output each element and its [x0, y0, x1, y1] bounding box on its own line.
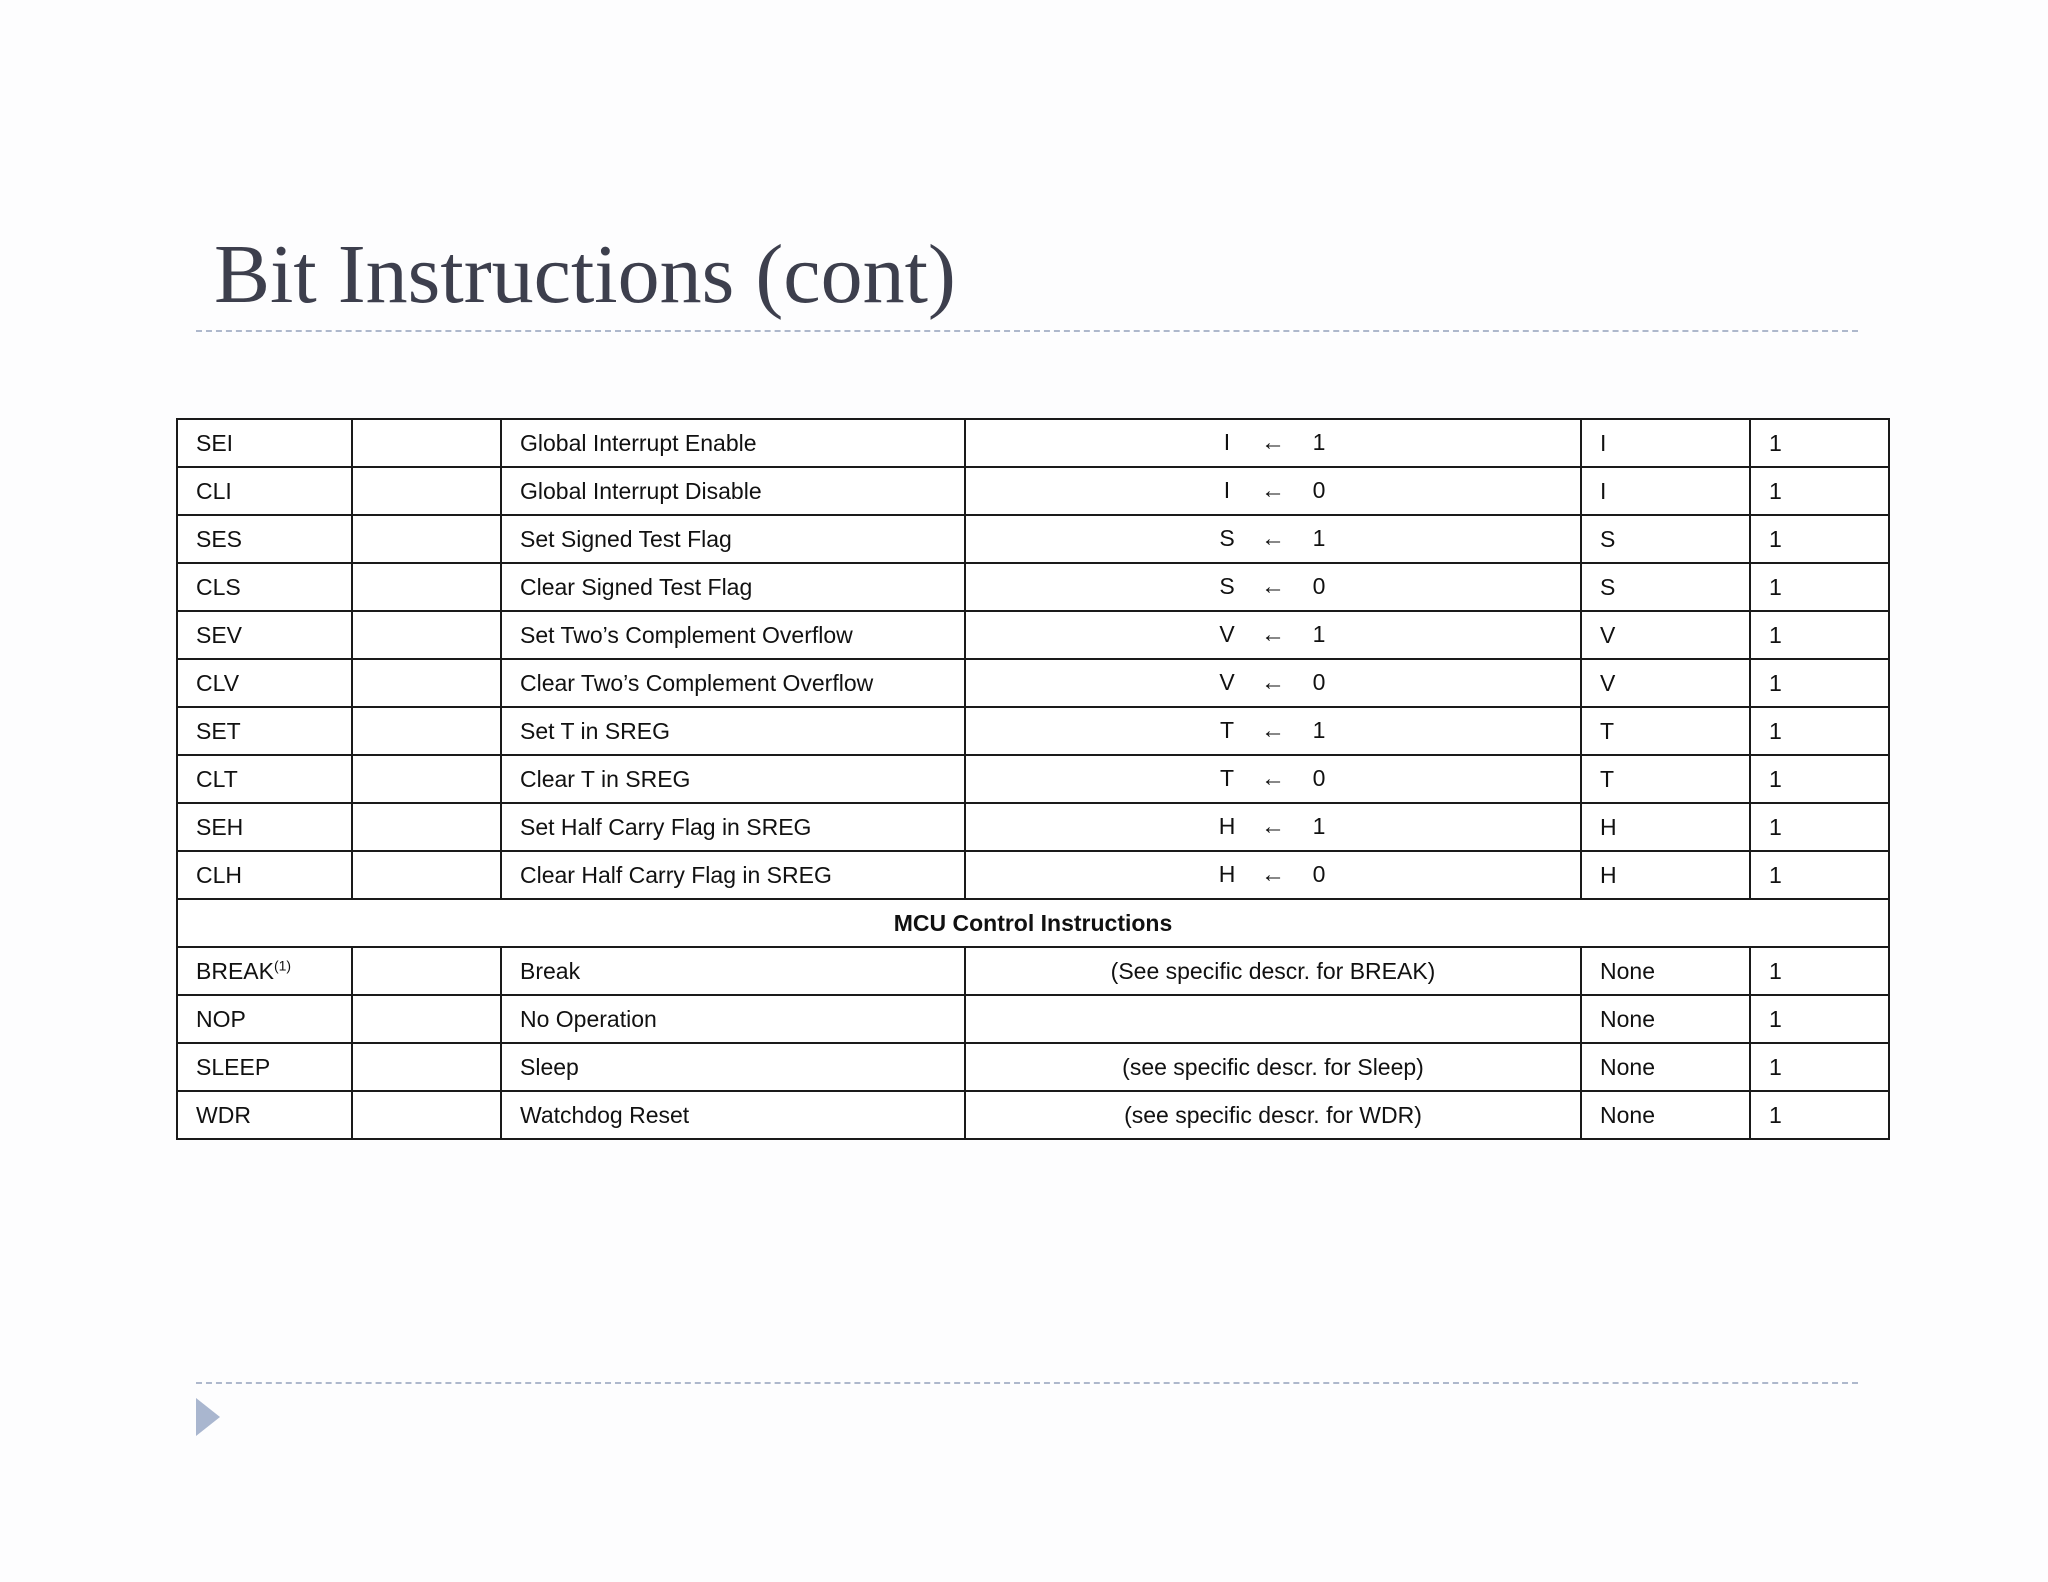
mnemonic-cell: SEH [177, 803, 352, 851]
table-row [177, 1091, 1889, 1139]
clocks-cell: 1 [1750, 755, 1889, 803]
mnemonic-cell: CLV [177, 659, 352, 707]
operation-cell [965, 419, 1581, 467]
clocks-cell: 1 [1750, 419, 1889, 467]
operation-cell [965, 563, 1581, 611]
flags-cell: None [1581, 995, 1750, 1043]
table-row [177, 803, 1889, 851]
operation-cell [965, 611, 1581, 659]
table-row [177, 707, 1889, 755]
description-cell: Clear Half Carry Flag in SREG [501, 851, 965, 899]
flags-cell: V [1581, 659, 1750, 707]
flags-cell: I [1581, 467, 1750, 515]
operation-value: 0 [1312, 765, 1326, 791]
operands-cell [352, 803, 501, 851]
left-arrow-icon: ← [1261, 525, 1285, 552]
operation-cell [965, 803, 1581, 851]
operands-cell [352, 707, 501, 755]
operation-value: 0 [1312, 573, 1326, 599]
operation-value: 1 [1312, 621, 1326, 647]
clocks-cell: 1 [1750, 1091, 1889, 1139]
table-row [177, 611, 1889, 659]
description-cell: No Operation [501, 995, 965, 1043]
description-cell: Set T in SREG [501, 707, 965, 755]
description-cell: Set Signed Test Flag [501, 515, 965, 563]
operation-value: 1 [1312, 813, 1326, 839]
clocks-cell: 1 [1750, 467, 1889, 515]
description-cell: Sleep [501, 1043, 965, 1091]
operands-cell [352, 467, 501, 515]
mnemonic-cell: SET [177, 707, 352, 755]
left-arrow-icon: ← [1261, 573, 1285, 600]
description-cell: Set Half Carry Flag in SREG [501, 803, 965, 851]
table-row [177, 563, 1889, 611]
operation-value: 0 [1312, 669, 1326, 695]
mnemonic-cell: SES [177, 515, 352, 563]
flags-cell: I [1581, 419, 1750, 467]
description-cell: Global Interrupt Enable [501, 419, 965, 467]
description-cell: Clear T in SREG [501, 755, 965, 803]
table-row [177, 1043, 1889, 1091]
flags-cell: H [1581, 851, 1750, 899]
instruction-table [176, 418, 1890, 1140]
clocks-cell: 1 [1750, 1043, 1889, 1091]
section-header: MCU Control Instructions [177, 899, 1889, 947]
operation-cell [965, 515, 1581, 563]
mnemonic-cell: CLS [177, 563, 352, 611]
operands-cell [352, 515, 501, 563]
flags-cell: T [1581, 755, 1750, 803]
table-row [177, 515, 1889, 563]
operands-cell [352, 419, 501, 467]
operands-cell [352, 659, 501, 707]
clocks-cell: 1 [1750, 707, 1889, 755]
operation-cell: (see specific descr. for Sleep) [965, 1043, 1581, 1091]
flags-cell: H [1581, 803, 1750, 851]
table-row [177, 851, 1889, 899]
operation-cell [965, 995, 1581, 1043]
clocks-cell: 1 [1750, 563, 1889, 611]
operation-flag: T [1219, 765, 1235, 791]
flags-cell: S [1581, 515, 1750, 563]
table-row [177, 659, 1889, 707]
operation-cell [965, 467, 1581, 515]
title-divider [196, 330, 1858, 332]
operation-flag: S [1219, 525, 1235, 551]
operands-cell [352, 563, 501, 611]
table-row [177, 947, 1889, 995]
mnemonic-cell: CLT [177, 755, 352, 803]
clocks-cell: 1 [1750, 851, 1889, 899]
footer-divider [196, 1382, 1858, 1384]
left-arrow-icon: ← [1261, 765, 1285, 792]
flags-cell: None [1581, 1043, 1750, 1091]
flags-cell: S [1581, 563, 1750, 611]
operation-value: 0 [1312, 861, 1326, 887]
clocks-cell: 1 [1750, 947, 1889, 995]
table-row [177, 419, 1889, 467]
mnemonic-cell: WDR [177, 1091, 352, 1139]
mnemonic-text: BREAK [196, 957, 274, 984]
mnemonic-cell: NOP [177, 995, 352, 1043]
operation-cell: (See specific descr. for BREAK) [965, 947, 1581, 995]
play-triangle-icon [196, 1398, 220, 1436]
operation-cell [965, 707, 1581, 755]
description-cell: Global Interrupt Disable [501, 467, 965, 515]
footnote-marker: (1) [273, 956, 292, 973]
operands-cell [352, 947, 501, 995]
operands-cell [352, 995, 501, 1043]
operation-flag: H [1218, 861, 1236, 887]
description-cell: Clear Signed Test Flag [501, 563, 965, 611]
table-row [177, 995, 1889, 1043]
operation-flag: I [1223, 477, 1231, 503]
mnemonic-cell: SEV [177, 611, 352, 659]
operation-flag: V [1219, 621, 1235, 647]
mnemonic-cell: CLI [177, 467, 352, 515]
flags-cell: T [1581, 707, 1750, 755]
description-cell: Break [501, 947, 965, 995]
operation-value: 0 [1312, 477, 1326, 503]
operation-flag: H [1218, 813, 1236, 839]
flags-cell: V [1581, 611, 1750, 659]
left-arrow-icon: ← [1261, 429, 1285, 456]
operation-flag: S [1219, 573, 1235, 599]
description-cell: Watchdog Reset [501, 1091, 965, 1139]
clocks-cell: 1 [1750, 995, 1889, 1043]
operation-flag: V [1219, 669, 1235, 695]
flags-cell: None [1581, 947, 1750, 995]
operation-value: 1 [1312, 717, 1326, 743]
description-cell: Set Two’s Complement Overflow [501, 611, 965, 659]
slide-title: Bit Instructions (cont) [214, 228, 956, 321]
mnemonic-cell: SEI [177, 419, 352, 467]
mnemonic-cell: SLEEP [177, 1043, 352, 1091]
operation-value: 1 [1312, 429, 1326, 455]
left-arrow-icon: ← [1261, 621, 1285, 648]
operation-cell [965, 851, 1581, 899]
clocks-cell: 1 [1750, 659, 1889, 707]
operation-cell: (see specific descr. for WDR) [965, 1091, 1581, 1139]
operands-cell [352, 851, 501, 899]
left-arrow-icon: ← [1261, 669, 1285, 696]
operation-cell [965, 755, 1581, 803]
flags-cell: None [1581, 1091, 1750, 1139]
operands-cell [352, 1091, 501, 1139]
operation-value: 1 [1312, 525, 1326, 551]
operands-cell [352, 1043, 501, 1091]
left-arrow-icon: ← [1261, 861, 1285, 888]
operands-cell [352, 611, 501, 659]
clocks-cell: 1 [1750, 515, 1889, 563]
left-arrow-icon: ← [1261, 477, 1285, 504]
clocks-cell: 1 [1750, 611, 1889, 659]
left-arrow-icon: ← [1261, 813, 1285, 840]
operation-cell [965, 659, 1581, 707]
mnemonic-cell [177, 947, 352, 995]
table-row [177, 467, 1889, 515]
operands-cell [352, 755, 501, 803]
operation-flag: T [1219, 717, 1235, 743]
table-row [177, 755, 1889, 803]
clocks-cell: 1 [1750, 803, 1889, 851]
description-cell: Clear Two’s Complement Overflow [501, 659, 965, 707]
left-arrow-icon: ← [1261, 717, 1285, 744]
section-header-row [177, 899, 1889, 947]
mnemonic-cell: CLH [177, 851, 352, 899]
operation-flag: I [1223, 429, 1231, 455]
